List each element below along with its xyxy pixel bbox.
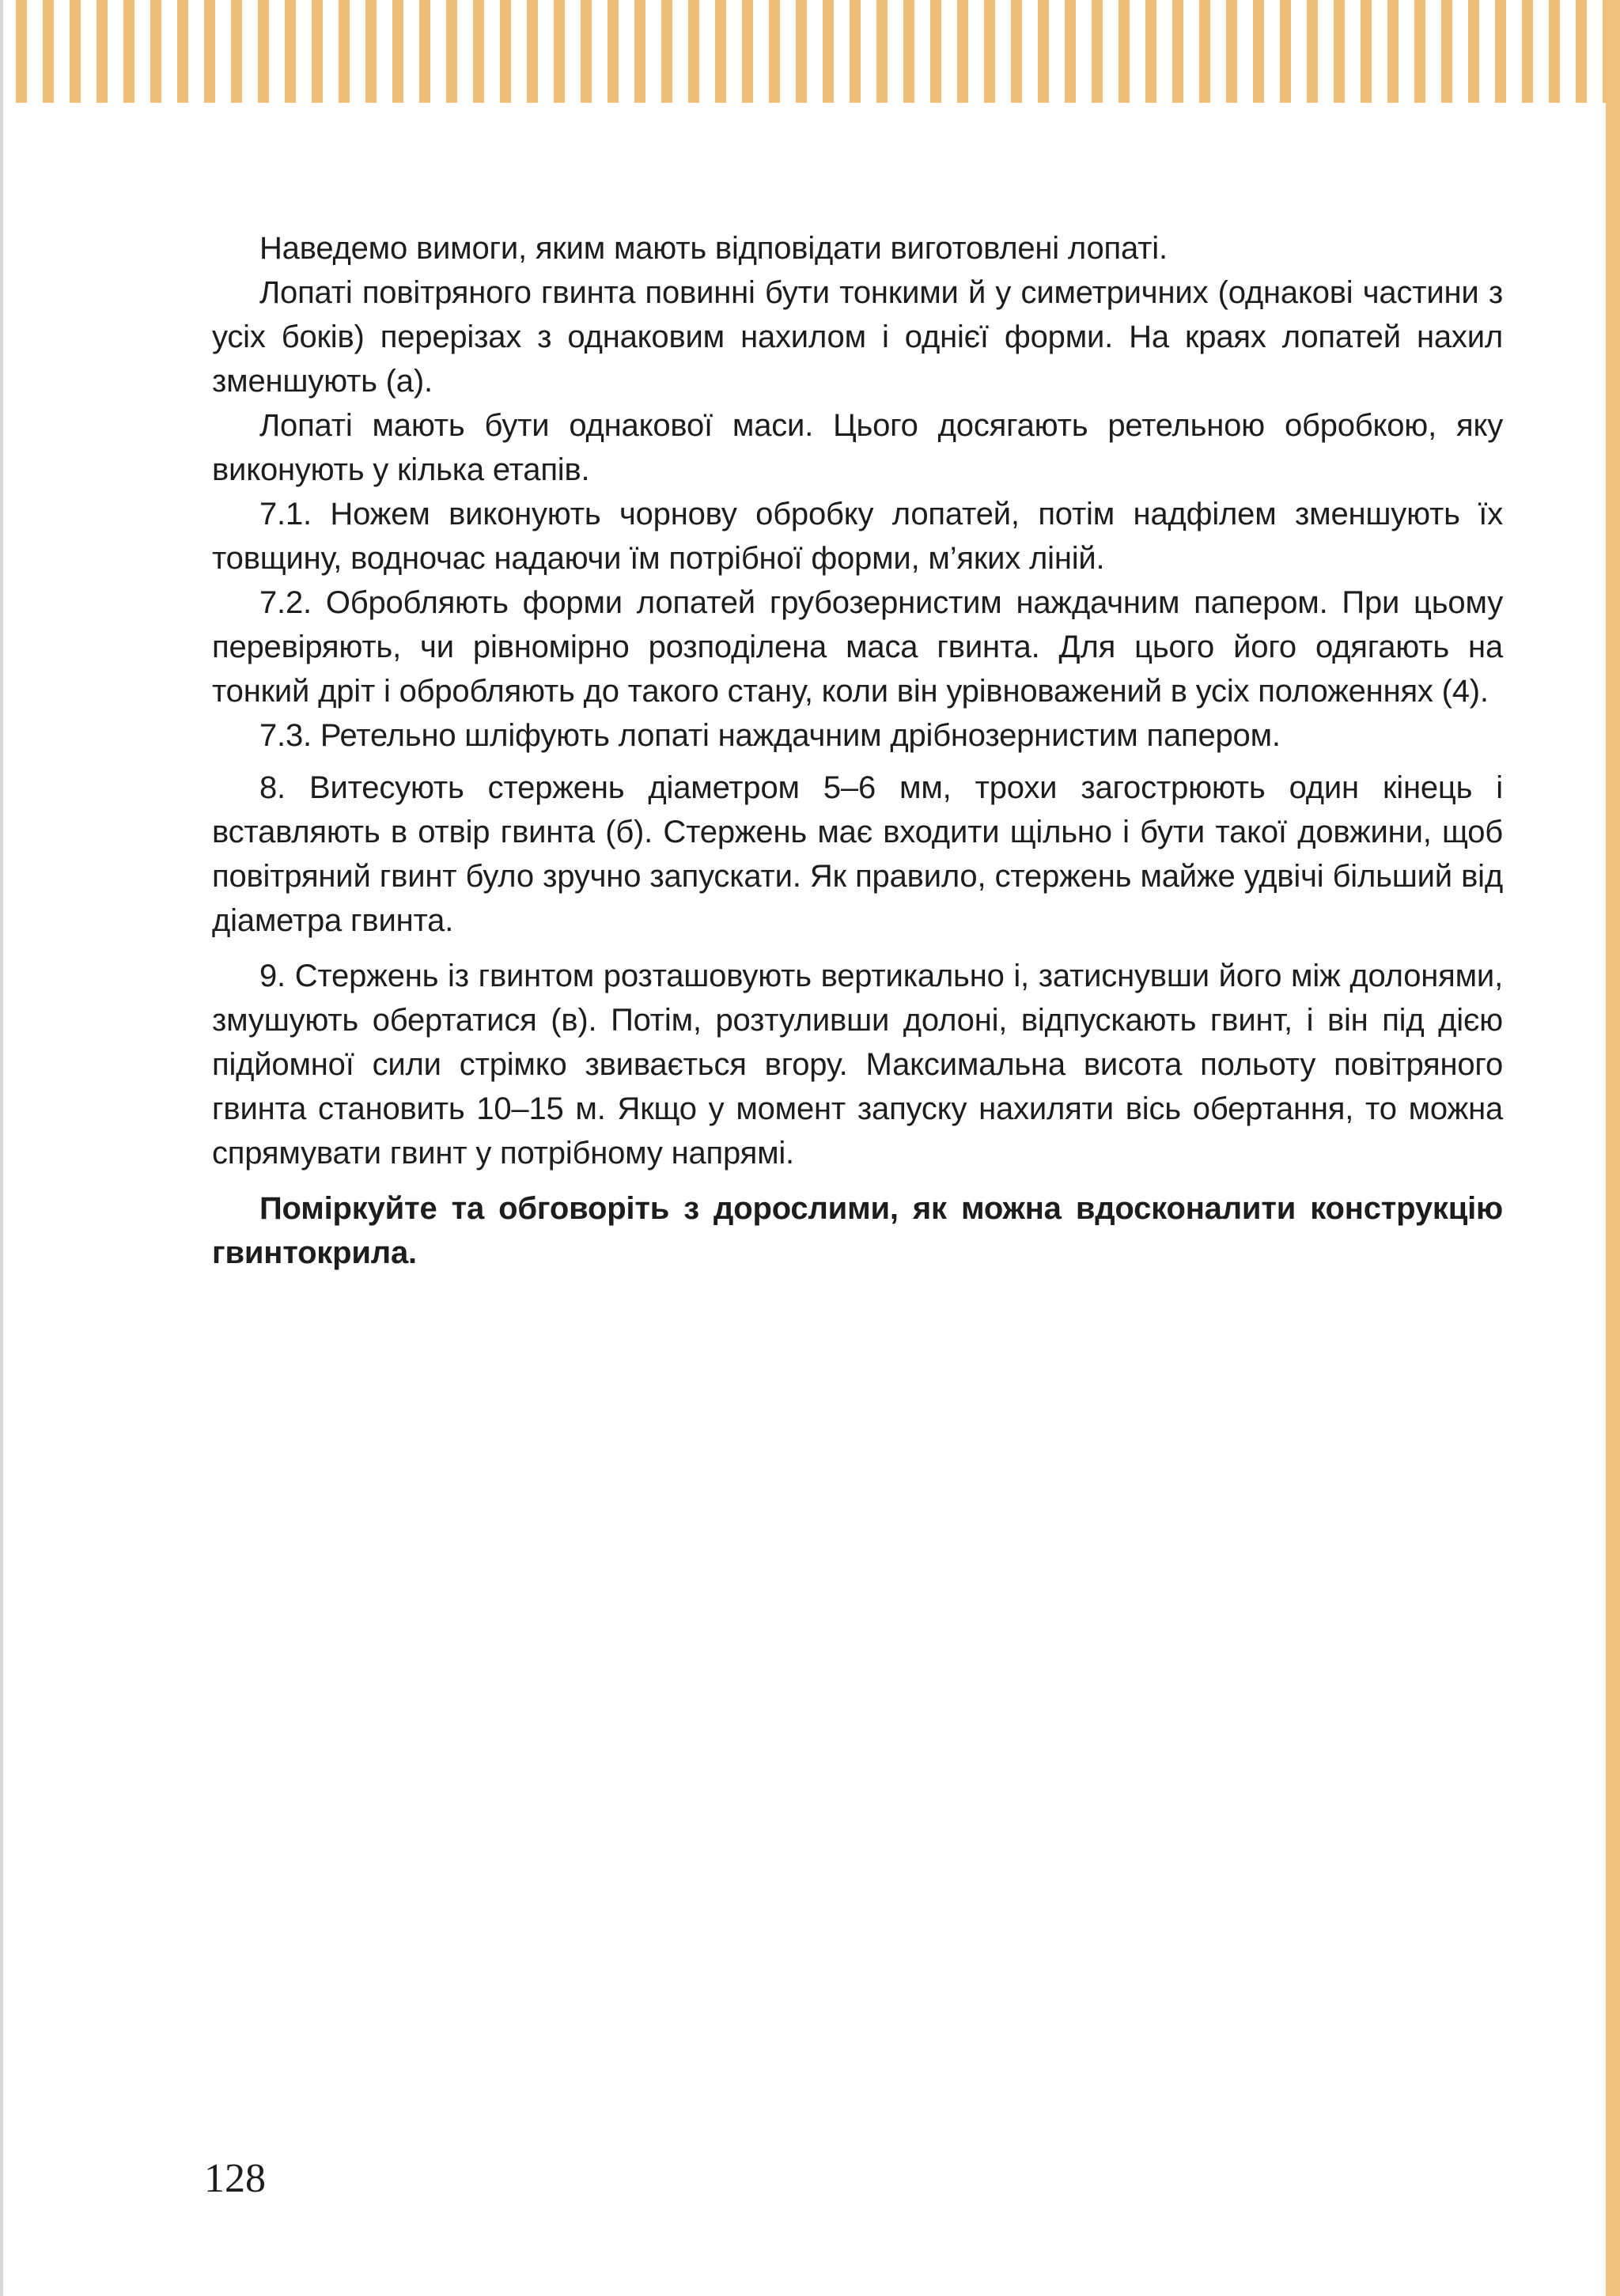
paragraph-step-7-3: 7.3. Ретельно шліфують лопаті наждачним дрібнозернистим папером. (259, 718, 1281, 753)
paragraph-step-7-1: 7.1. Ножем виконують чорнову обробку лопатей, потім надфілем зменшують їх товщину, водночас надаючи їм потрібної форми, м’яких ліній. (212, 497, 1503, 576)
right-page-border (1606, 0, 1620, 2296)
paragraph-step-8: 8. Витесують стержень діаметром 5–6 мм, трохи загострюють один кінець і вставляють в отвір гвинта (б). Стержень має входити щільно і бути такої довжини, щоб повітряний гвинт було зручно запускати. Як правило, стержень майже удвічі більший від діаметра гвинта. (212, 770, 1503, 938)
main-text-block (212, 226, 1503, 1275)
paragraph-step-7-2: 7.2. Обробляють форми лопатей грубозернистим наждачним папером. При цьому перевіряють, чи рівномірно розподілена маса гвинта. Для цього його одягають на тонкий дріт і обробляють до такого стану, коли він урівноважений в усіх положеннях (4). (212, 585, 1503, 709)
paragraph-blade-mass: Лопаті мають бути однакової маси. Цього досягають ретельною обробкою, яку виконують у кілька етапів. (212, 408, 1503, 487)
paragraph-step-9: 9. Стержень із гвинтом розташовують вертикально і, затиснувши його між долонями, змушують обертатися (в). Потім, розтуливши долоні, відпускають гвинт, і він під дією підйомної сили стрімко звивається вгору. Максимальна висота польоту повітряного гвинта становить 10–15 м. Якщо у момент запуску нахиляти вісь обертання, то можна спрямувати гвинт у потрібному напрямі. (212, 959, 1503, 1171)
paragraph-blade-shape: Лопаті повітряного гвинта повинні бути тонкими й у симетричних (однакові частини з усіх боків) перерізах з однаковим нахилом і однієї форми. На краях лопатей нахил зменшують (а). (212, 275, 1503, 399)
discussion-task: Поміркуйте та обговоріть з дорослими, як можна вдосконалити конструкцію гвинтокрила. (212, 1191, 1503, 1270)
paragraph-requirements-intro: Наведемо вимоги, яким мають відповідати виготовлені лопаті. (259, 231, 1168, 266)
page-number: 128 (204, 2156, 266, 2201)
page-left-edge (0, 0, 3, 2296)
decorative-stripe-band (16, 0, 1606, 103)
